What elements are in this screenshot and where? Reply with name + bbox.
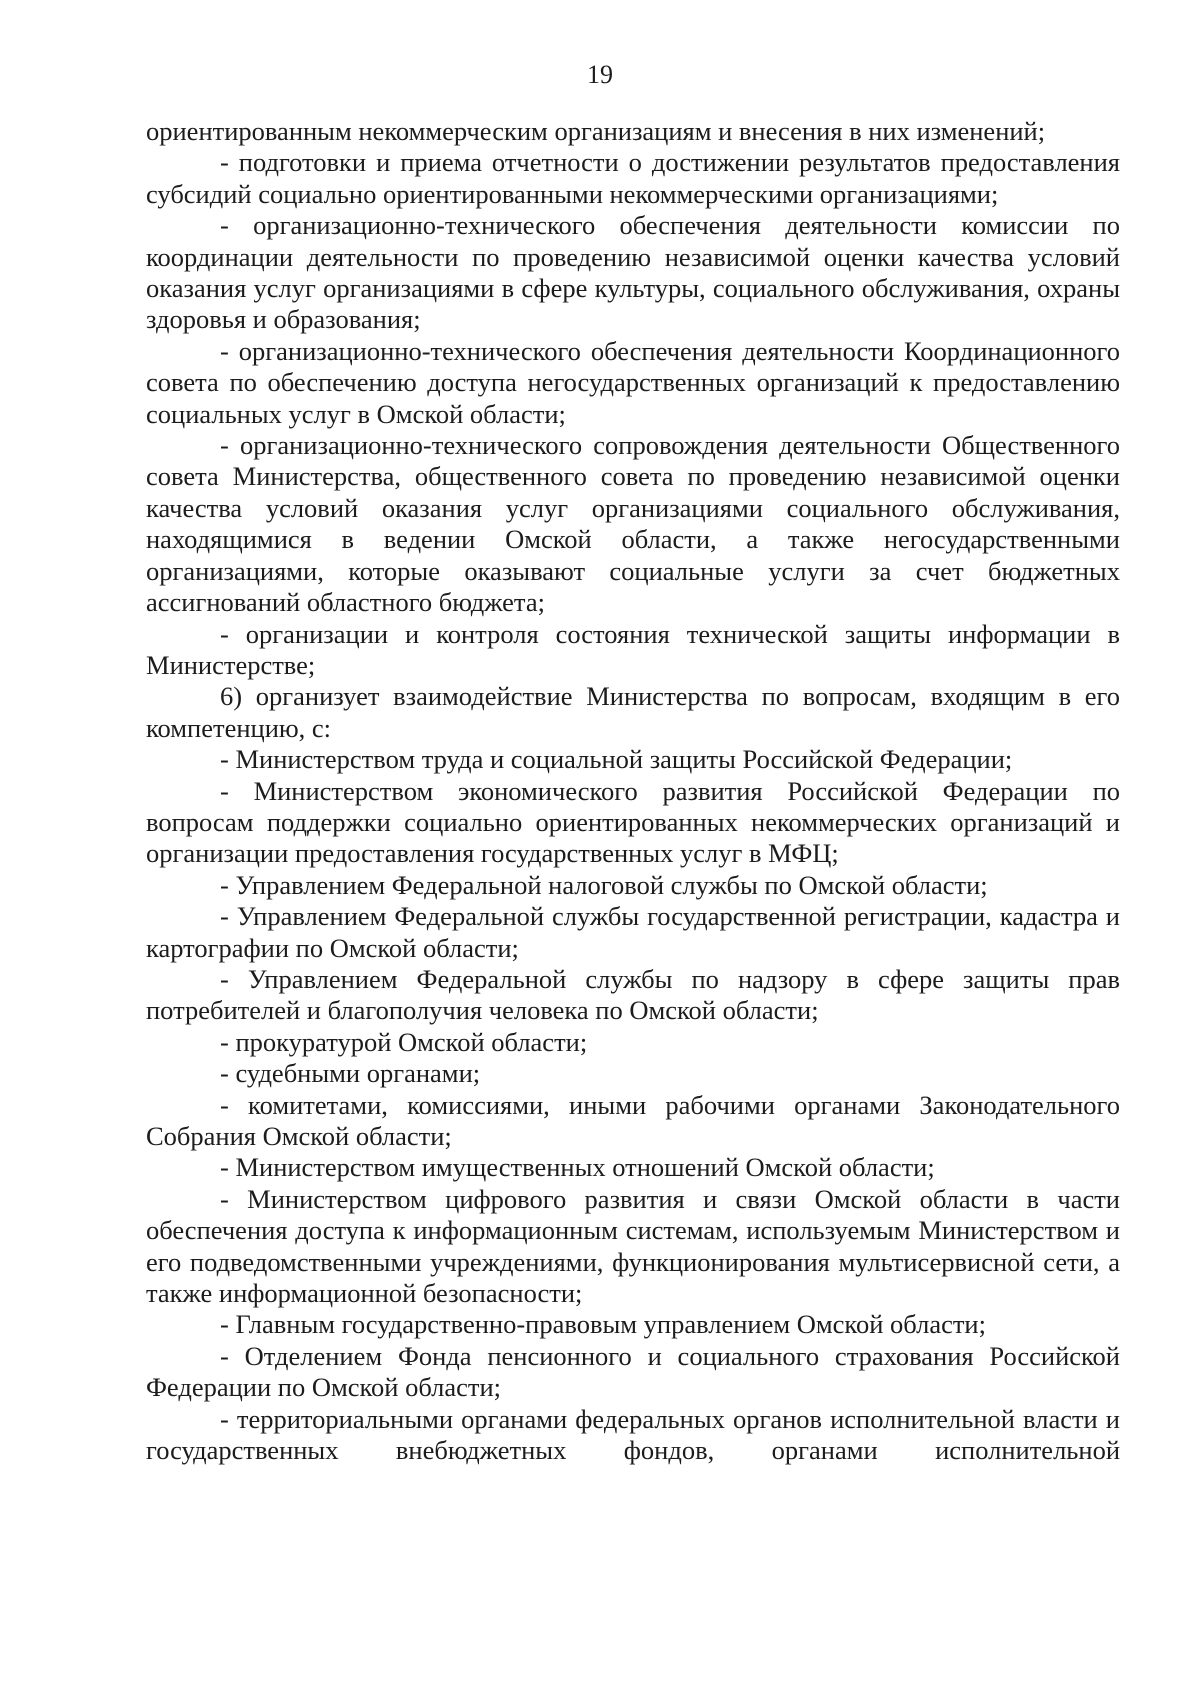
paragraph: - организационно-технического обеспечения деятельности Координационного совета по обеспечению доступа негосударственных организаций к предоставлению социальных услуг в Омской области; bbox=[146, 335, 1120, 429]
page-number: 19 bbox=[587, 60, 613, 89]
paragraph: - судебными органами; bbox=[220, 1058, 481, 1089]
paragraph: - организационно-технического сопровождения деятельности Общественного совета Министерства, общественного совета по проведению независимой оценки качества условий оказания услуг организациями социального обслуживания, находящимися в ведении Омской области, а также негосударственными организациями, которые оказывают социальные услуги за счет бюджетных ассигнований областного бюджета; bbox=[146, 430, 1120, 618]
paragraph: - Министерством цифрового развития и связи Омской области в части обеспечения доступа к информационным системам, используемым Министерством и его подведомственными учреждениями, функционирования мультисервисной сети, а также информационной безопасности; bbox=[146, 1183, 1120, 1309]
paragraph: - комитетами, комиссиями, иными рабочими органами Законодательного Собрания Омской области; bbox=[146, 1089, 1120, 1151]
paragraph: - подготовки и приема отчетности о достижении результатов предоставления субсидий социально ориентированными некоммерческими организациями; bbox=[146, 147, 1120, 209]
paragraph: - Управлением Федеральной службы по надзору в сфере защиты прав потребителей и благополучия человека по Омской области; bbox=[146, 963, 1120, 1026]
paragraph: - Главным государственно-правовым управлением Омской области; bbox=[220, 1309, 986, 1340]
paragraph: - Министерством имущественных отношений Омской области; bbox=[220, 1152, 935, 1183]
paragraph: - организационно-технического обеспечения деятельности комиссии по координации деятельности по проведению независимой оценки качества условий оказания услуг организациями в сфере культуры, социального обслуживания, охраны здоровья и образования; bbox=[146, 210, 1120, 335]
paragraph: 6) организует взаимодействие Министерства по вопросам, входящим в его компетенцию, с: bbox=[146, 681, 1120, 743]
paragraph: ориентированным некоммерческим организациям и внесения в них изменений; bbox=[146, 116, 1046, 146]
paragraph: - Управлением Федеральной службы государственной регистрации, кадастра и картографии по Омской области; bbox=[146, 901, 1120, 963]
paragraph: - прокуратурой Омской области; bbox=[220, 1026, 588, 1057]
document-body bbox=[146, 116, 1120, 1466]
paragraph: - Отделением Фонда пенсионного и социального страхования Российской Федерации по Омской области; bbox=[146, 1340, 1120, 1403]
paragraph: - Министерством труда и социальной защиты Российской Федерации; bbox=[220, 744, 1013, 775]
paragraph: - Управлением Федеральной налоговой службы по Омской области; bbox=[220, 869, 988, 900]
paragraph: - организации и контроля состояния технической защиты информации в Министерстве; bbox=[146, 618, 1120, 680]
paragraph: - Министерством экономического развития Российской Федерации по вопросам поддержки социально ориентированных некоммерческих организаций и организации предоставления государственных услуг в МФЦ; bbox=[146, 775, 1120, 869]
paragraph: - территориальными органами федеральных органов исполнительной власти и государственных внебюджетных фондов, органами исполнительной bbox=[146, 1403, 1120, 1466]
